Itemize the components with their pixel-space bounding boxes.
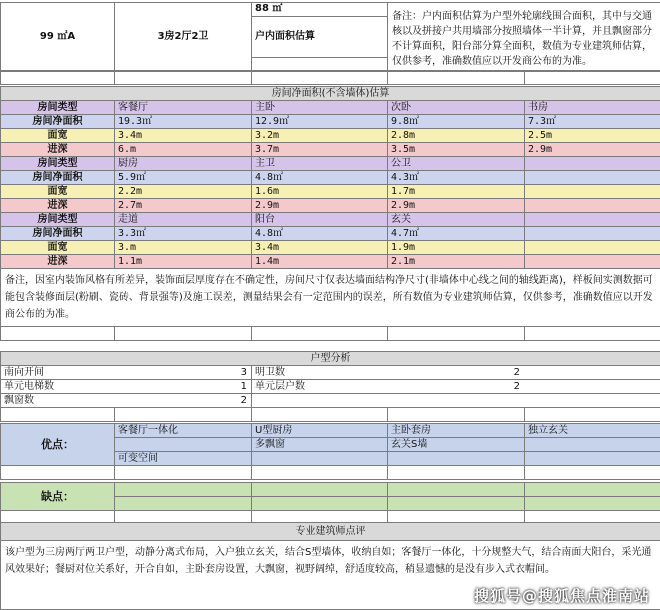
analysis-label: 单元层户数 bbox=[255, 380, 305, 392]
room-area bbox=[525, 171, 660, 185]
room-area-table bbox=[0, 86, 660, 341]
pro-item: U型厨房 bbox=[252, 424, 388, 438]
analysis-label: 单元电梯数 bbox=[4, 380, 54, 392]
analysis-label: 南向开间 bbox=[4, 366, 44, 378]
row-label-width: 面宽 bbox=[1, 129, 115, 143]
header-table bbox=[0, 2, 660, 72]
indoor-area-label: 户内面积估算 bbox=[252, 16, 388, 57]
analysis-label: 飘窗数 bbox=[4, 394, 34, 406]
room-depth: 3.5m bbox=[388, 143, 525, 157]
room-name: 厨房 bbox=[115, 157, 252, 171]
row-label-area: 房间净面积 bbox=[1, 115, 115, 129]
room-name: 玄关 bbox=[388, 213, 525, 227]
room-name: 客餐厅 bbox=[115, 101, 252, 115]
analysis-right-cell bbox=[252, 380, 660, 394]
room-name bbox=[525, 213, 660, 227]
room-depth: 3.7m bbox=[252, 143, 388, 157]
header-note: 备注：户内面积估算为户型外轮廓线围合面积，其中与交通核以及拼接户共用墙部分按照墙体一半计算，并且飘窗部分不计算面积，阳台部分算全面积，数值为专业建筑师估算，仅供参考，准确数值应以开发商公布的为准。 bbox=[388, 3, 660, 72]
row-label-depth: 进深 bbox=[1, 143, 115, 157]
room-width bbox=[525, 185, 660, 199]
room-depth: 1.4m bbox=[252, 255, 388, 269]
analysis-value: 1 bbox=[240, 380, 247, 392]
pro-item: 玄关S墙 bbox=[388, 438, 525, 452]
analysis-title: 户型分析 bbox=[1, 352, 660, 366]
room-name: 主卫 bbox=[252, 157, 388, 171]
room-name: 走道 bbox=[115, 213, 252, 227]
row-label-depth: 进深 bbox=[1, 255, 115, 269]
room-depth: 2.9m bbox=[525, 143, 660, 157]
room-width: 1.6m bbox=[252, 185, 388, 199]
row-label-type: 房间类型 bbox=[1, 157, 115, 171]
room-name: 次卧 bbox=[388, 101, 525, 115]
room-name: 阳台 bbox=[252, 213, 388, 227]
pro-item: 可变空间 bbox=[115, 452, 252, 466]
pros-label: 优点： bbox=[1, 424, 115, 466]
analysis-right-cell bbox=[252, 366, 660, 380]
cons-table bbox=[0, 482, 660, 525]
analysis-value: 2 bbox=[240, 394, 247, 406]
row-label-depth: 进深 bbox=[1, 199, 115, 213]
room-depth bbox=[525, 199, 660, 213]
room-area: 4.7㎡ bbox=[388, 227, 525, 241]
analysis-left-cell bbox=[1, 366, 252, 380]
room-depth: 2.1m bbox=[388, 255, 525, 269]
review-text: 该户型为三房两厅两卫户型，动静分离式布局，入户独立玄关，结合S型墙体，收纳自如；客餐厅一体化，十分规整大气，结合南面大阳台，采光通风效果好；餐厨对位关系好，开合自如，主卧套房设置，大飘窗，视野阔绰，舒适度较高，稍显遗憾的是没有步入式衣帽间。 bbox=[1, 541, 660, 610]
review-title: 专业建筑师点评 bbox=[1, 523, 660, 541]
row-label-area: 房间净面积 bbox=[1, 227, 115, 241]
room-area: 12.9㎡ bbox=[252, 115, 388, 129]
pros-table bbox=[0, 423, 660, 480]
layout-label: 3房2厅2卫 bbox=[115, 3, 252, 72]
row-label-width: 面宽 bbox=[1, 241, 115, 255]
pro-item bbox=[525, 438, 660, 452]
room-area: 4.8㎡ bbox=[252, 171, 388, 185]
room-depth: 1.1m bbox=[115, 255, 252, 269]
room-note: 备注，因室内装饰风格有所差异，装饰面层厚度存在不确定性，房间尺寸仅表达墙面结构净尺寸(非墙体中心线之间的轴线距离)，样板间实测数据可能包含装修面层(粉刷、瓷砖、背景强等)及施工误差，测量结果会有一定范围内的误差，所有数值为专业建筑师估算，仅供参考，准确数值应以开发商公布的为准。 bbox=[1, 269, 660, 327]
analysis-right-cell bbox=[252, 394, 660, 408]
pro-item: 多飘窗 bbox=[252, 438, 388, 452]
room-width: 2.2m bbox=[115, 185, 252, 199]
room-area: 7.3㎡ bbox=[525, 115, 660, 129]
row-label-width: 面宽 bbox=[1, 185, 115, 199]
room-area: 3.3㎡ bbox=[115, 227, 252, 241]
analysis-value: 2 bbox=[513, 380, 521, 392]
room-name: 主卧 bbox=[252, 101, 388, 115]
cons-label: 缺点： bbox=[1, 483, 115, 511]
room-width: 2.8m bbox=[388, 129, 525, 143]
room-depth: 2.9m bbox=[252, 199, 388, 213]
blank-rows bbox=[0, 70, 660, 85]
room-width: 3.4m bbox=[252, 241, 388, 255]
room-width: 3.2m bbox=[252, 129, 388, 143]
room-area: 9.8㎡ bbox=[388, 115, 525, 129]
area-label: 99 ㎡A bbox=[1, 3, 115, 72]
room-name: 公卫 bbox=[388, 157, 525, 171]
pro-item bbox=[115, 438, 252, 452]
analysis-table bbox=[0, 351, 660, 422]
room-depth: 6.m bbox=[115, 143, 252, 157]
pro-item: 独立玄关 bbox=[525, 424, 660, 438]
watermark: 搜狐号@搜狐焦点淮南站 bbox=[473, 587, 650, 605]
room-depth: 2.9m bbox=[388, 199, 525, 213]
room-name: 书房 bbox=[525, 101, 660, 115]
room-table-title: 房间净面积(不含墙体)估算 bbox=[1, 87, 660, 101]
analysis-left-cell bbox=[1, 394, 252, 408]
row-label-area: 房间净面积 bbox=[1, 171, 115, 185]
room-width: 3.m bbox=[115, 241, 252, 255]
room-area bbox=[525, 227, 660, 241]
indoor-area-value: 88 ㎡ bbox=[252, 3, 388, 17]
row-label-type: 房间类型 bbox=[1, 213, 115, 227]
analysis-left-cell bbox=[1, 380, 252, 394]
room-area: 19.3㎡ bbox=[115, 115, 252, 129]
room-depth bbox=[525, 255, 660, 269]
room-width: 2.5m bbox=[525, 129, 660, 143]
room-width bbox=[525, 241, 660, 255]
room-width: 1.9m bbox=[388, 241, 525, 255]
room-width: 3.4m bbox=[115, 129, 252, 143]
room-area: 4.8㎡ bbox=[252, 227, 388, 241]
row-label-type: 房间类型 bbox=[1, 101, 115, 115]
pro-item: 客餐厅一体化 bbox=[115, 424, 252, 438]
room-depth: 2.7m bbox=[115, 199, 252, 213]
room-width: 1.7m bbox=[388, 185, 525, 199]
room-area: 4.3㎡ bbox=[388, 171, 525, 185]
analysis-label: 明卫数 bbox=[255, 366, 285, 378]
analysis-value: 2 bbox=[513, 366, 521, 378]
pro-item: 主卧套房 bbox=[388, 424, 525, 438]
analysis-value: 3 bbox=[240, 366, 247, 378]
room-name bbox=[525, 157, 660, 171]
room-area: 5.9㎡ bbox=[115, 171, 252, 185]
